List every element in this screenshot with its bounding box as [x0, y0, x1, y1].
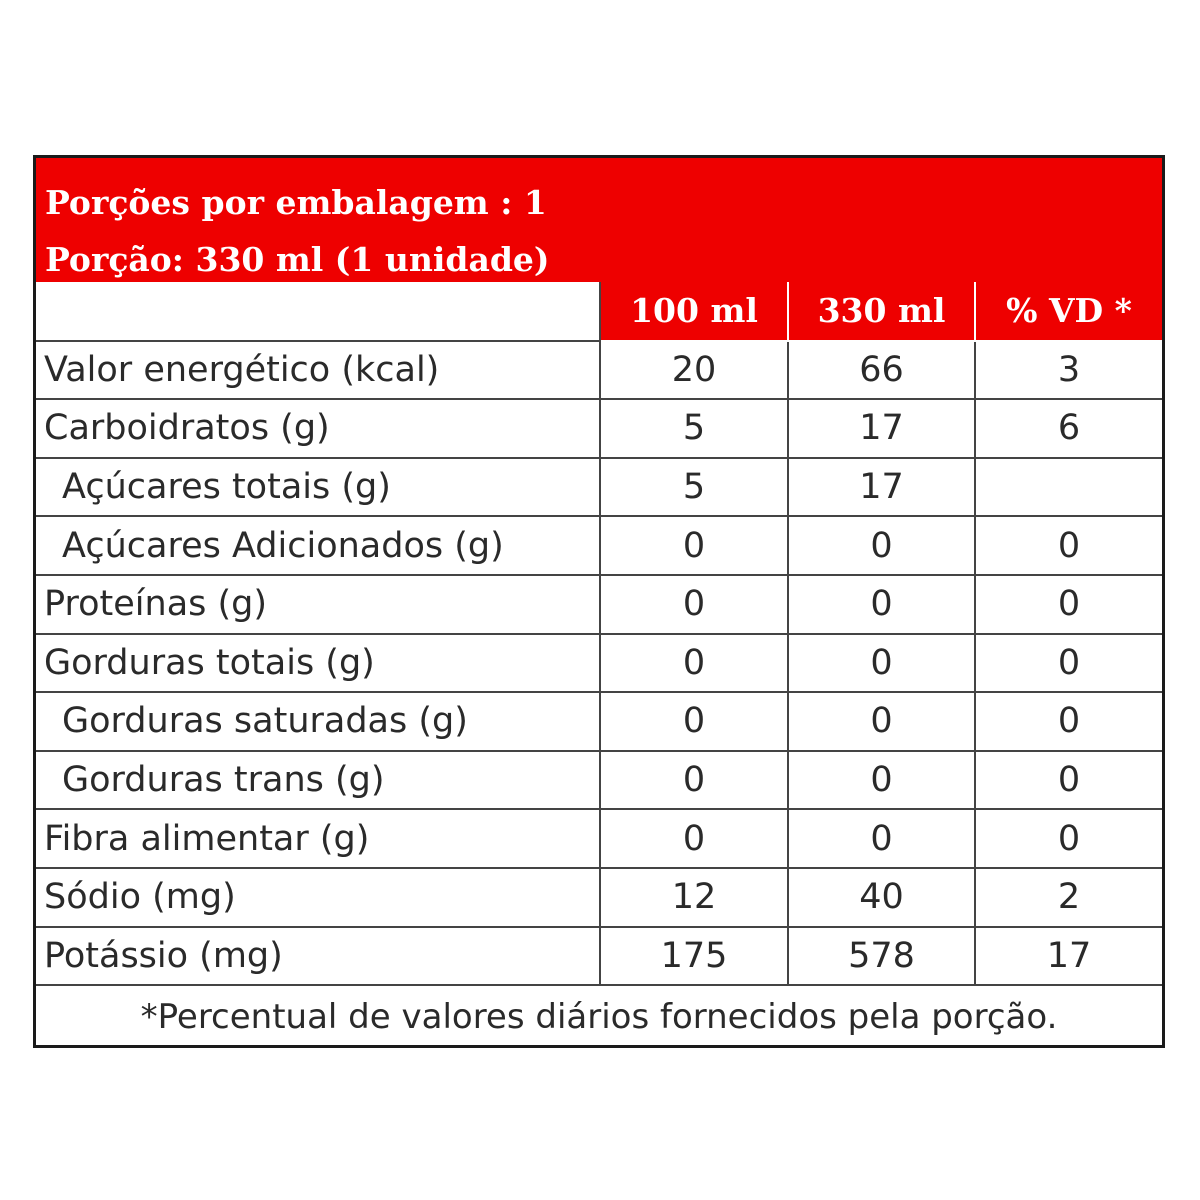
value-per-100ml: 5	[600, 458, 788, 517]
daily-value-percent: 0	[975, 516, 1162, 575]
footnote: *Percentual de valores diários fornecidos pela porção.	[36, 985, 1162, 1047]
nutrient-label: Potássio (mg)	[36, 927, 600, 986]
value-per-100ml: 0	[600, 575, 788, 634]
serving-size: Porção: 330 ml (1 unidade)	[45, 240, 550, 279]
value-per-100ml: 12	[600, 868, 788, 927]
daily-value-percent: 17	[975, 927, 1162, 986]
value-per-100ml: 0	[600, 692, 788, 751]
nutrient-row	[36, 868, 1162, 927]
column-header-100ml: 100 ml	[600, 282, 788, 341]
nutrient-grid	[36, 282, 1162, 1047]
value-per-100ml: 0	[600, 751, 788, 810]
value-per-100ml: 175	[600, 927, 788, 986]
daily-value-percent: 0	[975, 751, 1162, 810]
serving-header	[36, 158, 1162, 282]
nutrient-row	[36, 809, 1162, 868]
column-header-row	[36, 282, 1162, 341]
value-per-330ml: 66	[788, 341, 975, 400]
column-header-blank	[36, 282, 600, 341]
value-per-330ml: 40	[788, 868, 975, 927]
value-per-100ml: 0	[600, 634, 788, 693]
nutrient-label: Proteínas (g)	[36, 575, 600, 634]
value-per-330ml: 0	[788, 751, 975, 810]
nutrient-label: Gorduras totais (g)	[36, 634, 600, 693]
nutrient-row	[36, 458, 1162, 517]
nutrient-row	[36, 341, 1162, 400]
nutrient-label: Açúcares Adicionados (g)	[36, 516, 600, 575]
nutrition-facts-table	[33, 155, 1165, 1048]
daily-value-percent	[975, 458, 1162, 517]
value-per-100ml: 5	[600, 399, 788, 458]
nutrient-row	[36, 692, 1162, 751]
value-per-100ml: 0	[600, 516, 788, 575]
value-per-100ml: 0	[600, 809, 788, 868]
servings-per-package: Porções por embalagem : 1	[45, 183, 547, 222]
value-per-330ml: 0	[788, 634, 975, 693]
nutrient-row	[36, 516, 1162, 575]
daily-value-percent: 0	[975, 692, 1162, 751]
nutrient-row	[36, 927, 1162, 986]
nutrient-row	[36, 575, 1162, 634]
column-header-daily-value: % VD *	[975, 282, 1162, 341]
footnote-row	[36, 985, 1162, 1047]
daily-value-percent: 2	[975, 868, 1162, 927]
column-header-330ml: 330 ml	[788, 282, 975, 341]
nutrient-table	[36, 282, 1162, 1047]
nutrient-label: Açúcares totais (g)	[36, 458, 600, 517]
value-per-330ml: 0	[788, 516, 975, 575]
nutrient-label: Valor energético (kcal)	[36, 341, 600, 400]
nutrient-label: Sódio (mg)	[36, 868, 600, 927]
value-per-100ml: 20	[600, 341, 788, 400]
daily-value-percent: 0	[975, 575, 1162, 634]
nutrient-label: Gorduras trans (g)	[36, 751, 600, 810]
value-per-330ml: 17	[788, 458, 975, 517]
nutrient-row	[36, 399, 1162, 458]
daily-value-percent: 3	[975, 341, 1162, 400]
value-per-330ml: 0	[788, 692, 975, 751]
daily-value-percent: 6	[975, 399, 1162, 458]
nutrient-label: Fibra alimentar (g)	[36, 809, 600, 868]
daily-value-percent: 0	[975, 634, 1162, 693]
daily-value-percent: 0	[975, 809, 1162, 868]
value-per-330ml: 0	[788, 809, 975, 868]
nutrient-label: Carboidratos (g)	[36, 399, 600, 458]
value-per-330ml: 578	[788, 927, 975, 986]
value-per-330ml: 17	[788, 399, 975, 458]
value-per-330ml: 0	[788, 575, 975, 634]
nutrient-row	[36, 634, 1162, 693]
nutrient-row	[36, 751, 1162, 810]
nutrient-label: Gorduras saturadas (g)	[36, 692, 600, 751]
